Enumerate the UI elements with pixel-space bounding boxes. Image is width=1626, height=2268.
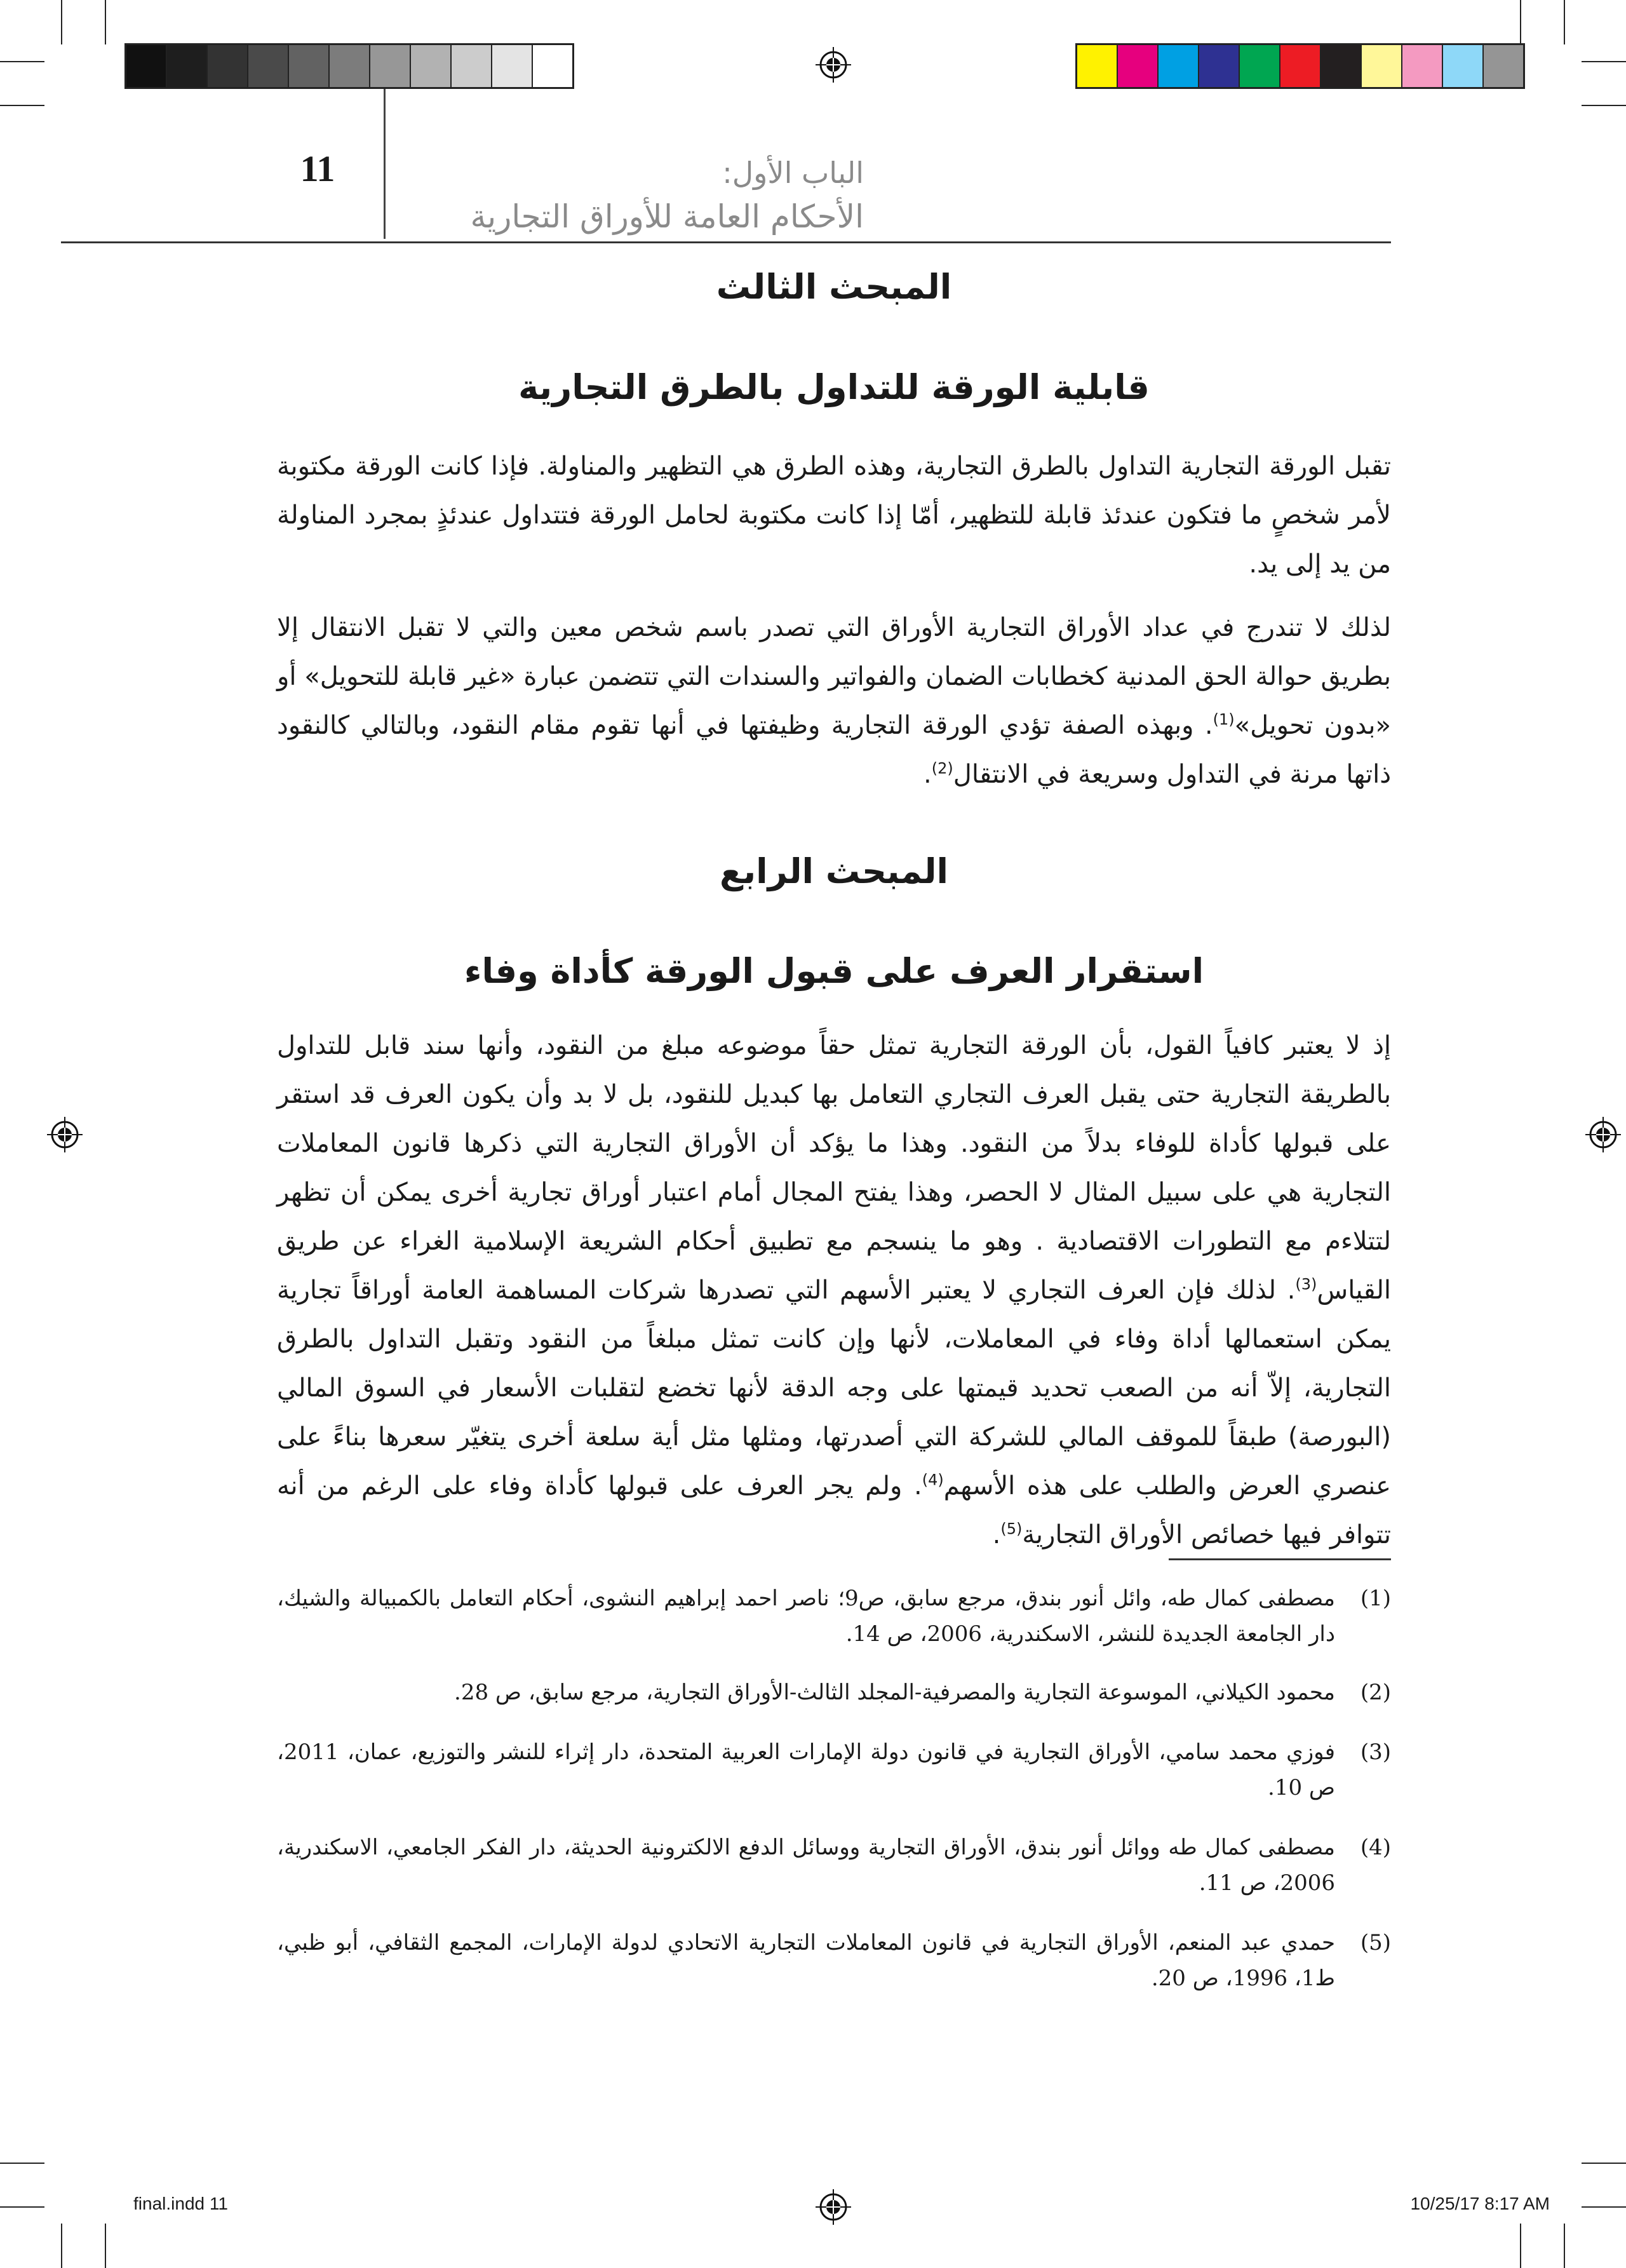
footnote-number: (5) [1360,1930,1391,1955]
section-3-paragraph-1: تقبل الورقة التجارية التداول بالطرق التجارية، وهذه الطرق هي التظهير والمناولة. فإذا كانت الورقة مكتوبة لأمر شخصٍ ما فتكون عندئذ قابلة للتظهير، أمّا إذا كانت مكتوبة لحامل الورقة فتتداول عندئذٍ بمجرد المناولة من يد إلى يد. [277,452,1391,579]
footnote-ref-2: (2) [931,759,953,778]
section-3-title: قابلية الورقة للتداول بالطرق التجارية [518,367,1150,407]
footnote-ref-4: (4) [922,1471,944,1489]
registration-mark-top [816,47,851,83]
header-rule [61,241,1391,243]
footnote-1 [277,1581,1391,1652]
slug-datetime: 10/25/17 8:17 AM [1410,2194,1550,2213]
grayscale-calibration-bar [124,43,574,89]
footnote-number: (2) [1360,1680,1391,1705]
gray-swatch [410,45,450,87]
color-swatch [1117,45,1157,87]
footnote-ref-5: (5) [1000,1520,1023,1538]
chapter-label: الباب الأول: [722,156,864,190]
gray-swatch [450,45,491,87]
footnote-text: محمود الكيلاني، الموسوعة التجارية والمصرفية-المجلد الثالث-الأوراق التجارية، مرجع سابق، ص 28. [454,1680,1335,1705]
footnote-4 [277,1830,1391,1901]
gray-swatch [288,45,328,87]
color-swatch [1361,45,1401,87]
color-swatch [1320,45,1361,87]
registration-mark-right [1585,1117,1621,1152]
footnote-text: فوزي محمد سامي، الأوراق التجارية في قانون دولة الإمارات العربية المتحدة، دار إثراء للنشر والتوزيع، عمان، 2011، ص 10. [277,1739,1335,1800]
footnote-number: (4) [1360,1835,1391,1860]
footnote-3 [277,1734,1391,1806]
color-swatch [1077,45,1117,87]
color-swatch [1239,45,1279,87]
footnote-5 [277,1925,1391,1996]
gray-swatch [369,45,410,87]
color-swatch [1198,45,1239,87]
section-3-heading: المبحث الثالث [716,267,952,307]
gray-swatch [328,45,369,87]
section-3-paragraph-2: لذلك لا تندرج في عداد الأوراق التجارية الأوراق التي تصدر باسم شخص معين والتي لا تقبل الانتقال إلا بطريق حوالة الحق المدنية كخطابات الضمان والفواتير والسندات التي تتضمن عبارة «غير قابلة للتحويل» أو «بدون تحويل»$^{(1)}$. وبهذه الصفة تؤدي الورقة التجارية وظيفتها في أنها تقوم مقام النقود، وبالتالي كالنقود ذاتها مرنة في التداول وسريعة في الانتقال$^{(2)}$. [277,613,1391,789]
color-swatch [1482,45,1523,87]
section-4-heading: المبحث الرابع [720,851,948,891]
gray-swatch [532,45,572,87]
footnote-number: (1) [1360,1586,1391,1611]
footnote-text: حمدي عبد المنعم، الأوراق التجارية في قانون المعاملات التجارية الاتحادي لدولة الإمارات، المجمع الثقافي، أبو ظبي، ط1، 1996، ص 20. [277,1930,1336,1991]
footnote-separator [1169,1558,1391,1560]
gray-swatch [166,45,206,87]
color-swatch [1442,45,1482,87]
gray-swatch [126,45,166,87]
gray-swatch [247,45,288,87]
footnote-text: مصطفى كمال طه، وائل أنور بندق، مرجع سابق، ص9؛ ناصر احمد إبراهيم النشوى، أحكام التعامل بالكمبيالة والشيك، دار الجامعة الجديدة للنشر، الاسكندرية، 2006، ص 14. [277,1586,1335,1647]
footnote-2 [277,1675,1391,1710]
color-swatch [1401,45,1442,87]
color-swatch [1279,45,1320,87]
registration-mark-bottom [816,2189,851,2225]
registration-mark-left [47,1117,83,1152]
chapter-title: الأحكام العامة للأوراق التجارية [470,198,864,235]
header-divider [384,89,386,239]
footnote-ref-3: (3) [1295,1275,1317,1293]
gray-swatch [206,45,247,87]
footnote-text: مصطفى كمال طه ووائل أنور بندق، الأوراق التجارية ووسائل الدفع الالكترونية الحديثة، دار الفكر الجامعي، الاسكندرية، 2006، ص 11. [277,1835,1335,1896]
footnote-ref-1: (1) [1213,710,1235,729]
gray-swatch [491,45,532,87]
page-number: 11 [300,148,335,189]
color-calibration-bar [1075,43,1525,89]
section-4-paragraph: إذ لا يعتبر كافياً القول، بأن الورقة التجارية تمثل حقاً موضوعه مبلغ من النقود، وأنها سند قابل للتداول بالطريقة التجارية حتى يقبل العرف التجاري التعامل بها كبديل للنقود، بل لا بد وأن يكون العرف قد استقر على قبولها كأداة للوفاء بدلاً من النقود. وهذا ما يؤكد أن الأوراق التجارية التي ذكرها قانون المعاملات التجارية هي على سبيل المثال لا الحصر، وهذا يفتح المجال أمام اعتبار أوراق تجارية أخرى يمكن أن تظهر لتتلاءم مع التطورات الاقتصادية . وهو ما ينسجم مع تطبيق أحكام الشريعة الإسلامية الغراء عن طريق القياس$^{(3)}$. لذلك فإن العرف التجاري لا يعتبر الأسهم التي تصدرها شركات المساهمة العامة أوراقاً تجارية يمكن استعمالها أداة وفاء في المعاملات، لأنها وإن كانت تمثل مبلغاً من النقود وتقبل التداول بالطرق التجارية، إلاّ أنه من الصعب تحديد قيمتها على وجه الدقة لأنها تخضع لتقلبات الأسعار في السوق المالي (البورصة) طبقاً للموقف المالي للشركة التي أصدرتها، ومثلها مثل أية سلعة أخرى يتغيّر سعرها بناءً على عنصري العرض والطلب على هذه الأسهم$^{(4)}$. ولم يجر العرف على قبولها كأداة وفاء على الرغم من أنه تتوافر فيها خصائص الأوراق التجارية$^{(5)}$. [277,1031,1391,1549]
color-swatch [1157,45,1198,87]
slug-filename: final.indd 11 [133,2194,228,2213]
section-4-title: استقرار العرف على قبول الورقة كأداة وفاء [464,951,1204,991]
footnote-number: (3) [1360,1739,1391,1765]
